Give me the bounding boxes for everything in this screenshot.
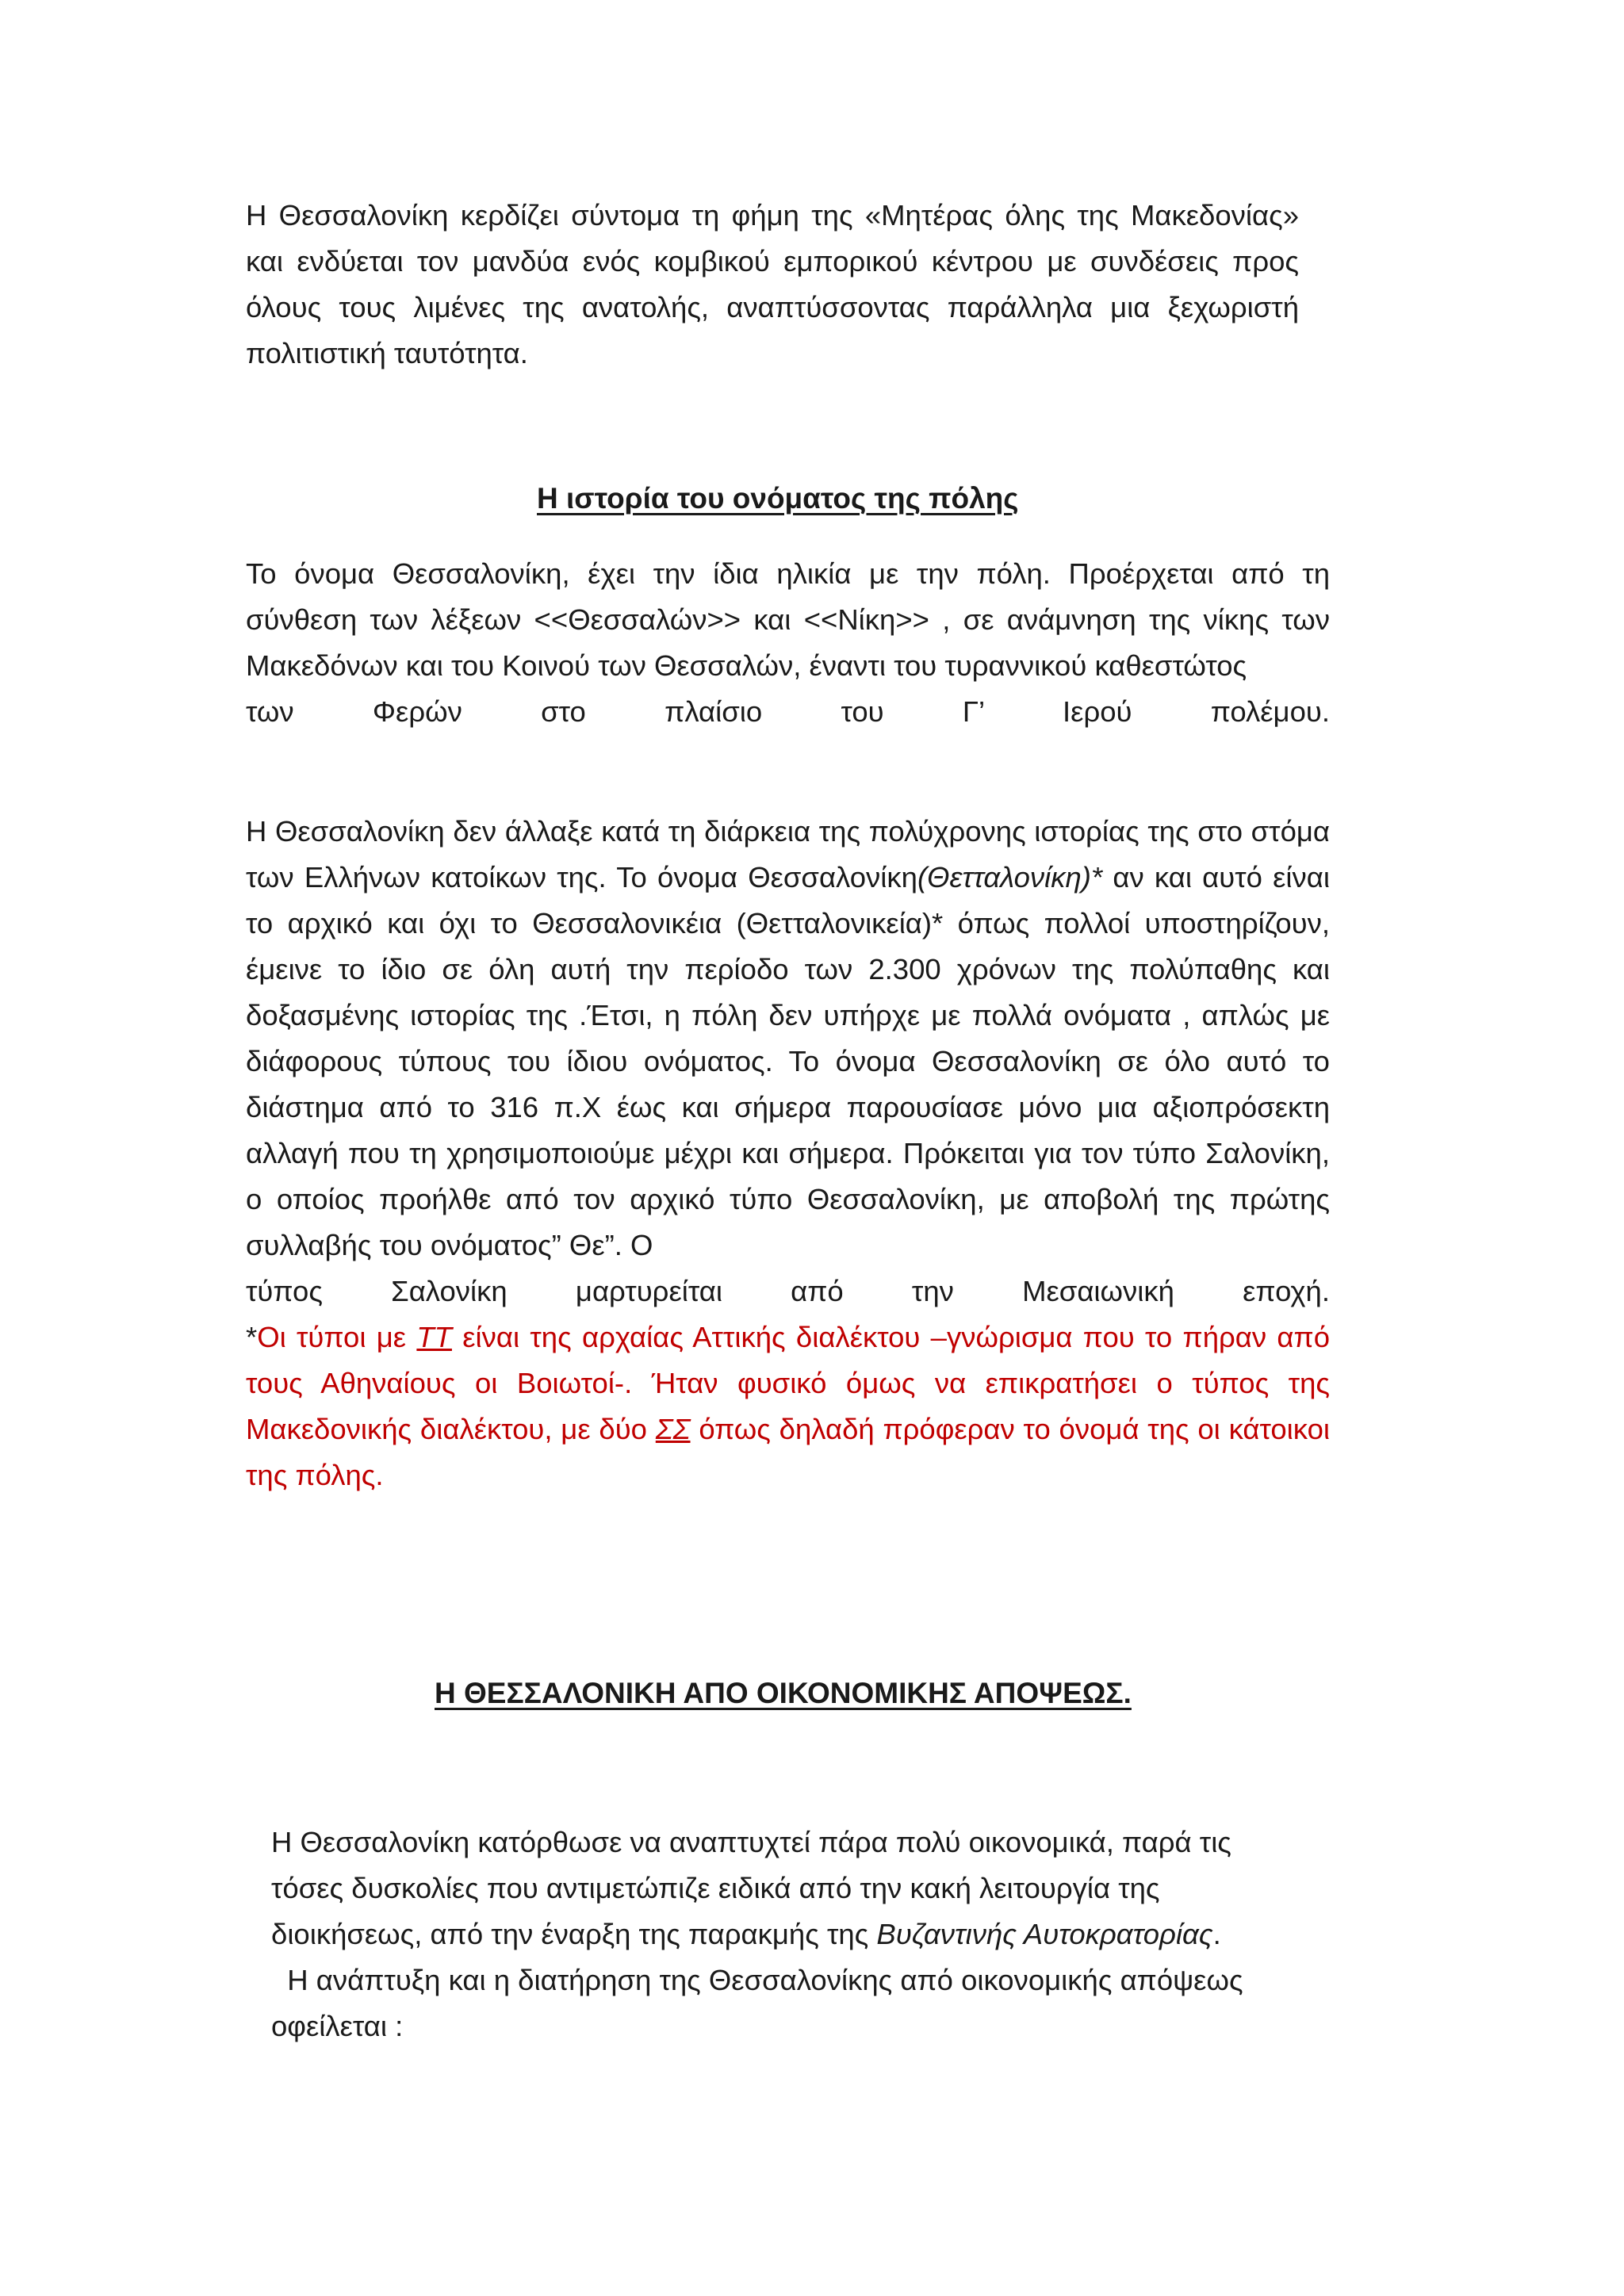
footnote-star: * [246, 1321, 258, 1353]
dialect-footnote [246, 1314, 1330, 1498]
name-origin-paragraph [246, 551, 1330, 689]
economy-line-5: οφείλεται : [271, 2010, 404, 2042]
economy-line-3-end: . [1212, 1918, 1221, 1950]
economy-line-4: Η ανάπτυξη και η διατήρηση της Θεσσαλονίκης από οικονομικής απόψεως [271, 1964, 1243, 1996]
footnote-text-c: όπως δηλαδή πρόφεραν το όνομά της οι κάτοικοι της πόλης. [246, 1413, 1330, 1491]
name-unchanged-last-line [246, 1269, 1330, 1314]
economy-line-3-text: διοικήσεως, από την έναρξη της παρακμής της [271, 1918, 877, 1950]
thettaloniki-italic: (Θετταλονίκη)* [917, 861, 1103, 894]
section-heading-name-history: Η ιστορία του ονόματος της πόλης [537, 482, 1019, 515]
footnote-text-b: είναι της αρχαίας Αττικής διαλέκτου –γνώρισμα που το πήραν από τους Αθηναίους οι Βοιωτοί-. Ήταν φυσικό όμως να επικρατήσει ο τύπος της Μακεδονικής διαλέκτου, με δύο [246, 1321, 1330, 1445]
intro-text: Η Θεσσαλονίκη κερδίζει σύντομα τη φήμη της «Μητέρας όλης της Μακεδονίας» και ενδύεται τον μανδύα ενός κομβικού εμπορικού κέντρου με συνδέσεις προς όλους τους λιμένες της ανατολής, αναπτύσσοντας παράλληλα μια ξεχωριστή πολιτιστική ταυτότητα. [246, 199, 1299, 369]
name-origin-text: Το όνομα Θεσσαλονίκη, έχει την ίδια ηλικία με την πόλη. Προέρχεται από τη σύνθεση των λέξεων <<Θεσσαλών>> και <<Νίκη>> , σε ανάμνηση της νίκης των Μακεδόνων και του Κοινού των Θεσσαλών, έναντι του τυραννικού καθεστώτος [246, 557, 1330, 682]
economy-line-2: τόσες δυσκολίες που αντιμετώπιζε ειδικά από την κακή λειτουργία της [271, 1872, 1160, 1904]
footnote-tt: ΤΤ [416, 1321, 452, 1353]
name-origin-last-line [246, 689, 1330, 735]
economy-line-3 [271, 1911, 1334, 1957]
intro-paragraph [246, 193, 1299, 377]
economy-line-1: Η Θεσσαλονίκη κατόρθωσε να αναπτυχτεί πάρα πολύ οικονομικά, παρά τις [271, 1826, 1231, 1858]
footnote-ss: ΣΣ [655, 1413, 691, 1445]
name-unchanged-paragraph [246, 809, 1330, 1269]
footnote-text-a: Οι τύποι με [257, 1321, 417, 1353]
name-origin-last-text: των Φερών στο πλαίσιο του Γ’ Ιερού πολέμου. [246, 695, 1330, 728]
economy-paragraph [271, 1820, 1334, 2049]
byzantine-empire-italic: Βυζαντινής Αυτοκρατορίας [876, 1918, 1213, 1950]
name-unchanged-last-text: τύπος Σαλονίκη μαρτυρείται από την Μεσαιωνική εποχή. [246, 1275, 1330, 1307]
name-unchanged-text-a: Η Θεσσαλονίκη δεν άλλαξε κατά τη διάρκεια της πολύχρονης ιστορίας της στο στόμα των Ελλήνων κατοίκων της. Το όνομα Θεσσαλονίκη [246, 815, 1330, 894]
section-heading-economy: Η ΘΕΣΣΑΛΟΝΙΚΗ ΑΠΟ ΟΙΚΟΝΟΜΙΚΗΣ ΑΠΟΨΕΩΣ. [435, 1677, 1132, 1709]
name-unchanged-text-b: αν και αυτό είναι το αρχικό και όχι το Θεσσαλονικέια (Θετταλονικεία)* όπως πολλοί υποστηρίζουν, έμεινε το ίδιο σε όλη αυτή την περίοδο των 2.300 χρόνων της πολύπαθης και δοξασμένης ιστορίας της .Έτσι, η πόλη δεν υπήρχε με πολλά ονόματα , απλώς με διάφορους τύπους του ίδιου ονόματος. Το όνομα Θεσσαλονίκη σε όλο αυτό το διάστημα από το 316 π.Χ έως και σήμερα παρουσίασε μόνο μια αξιοπρόσεκτη αλλαγή που τη χρησιμοποιούμε μέχρι και σήμερα. Πρόκειται για τον τύπο Σαλονίκη, ο οποίος προήλθε από τον αρχικό τύπο Θεσσαλονίκη, με αποβολή της πρώτης συλλαβής του ονόματος” Θε”. Ο [246, 861, 1330, 1261]
